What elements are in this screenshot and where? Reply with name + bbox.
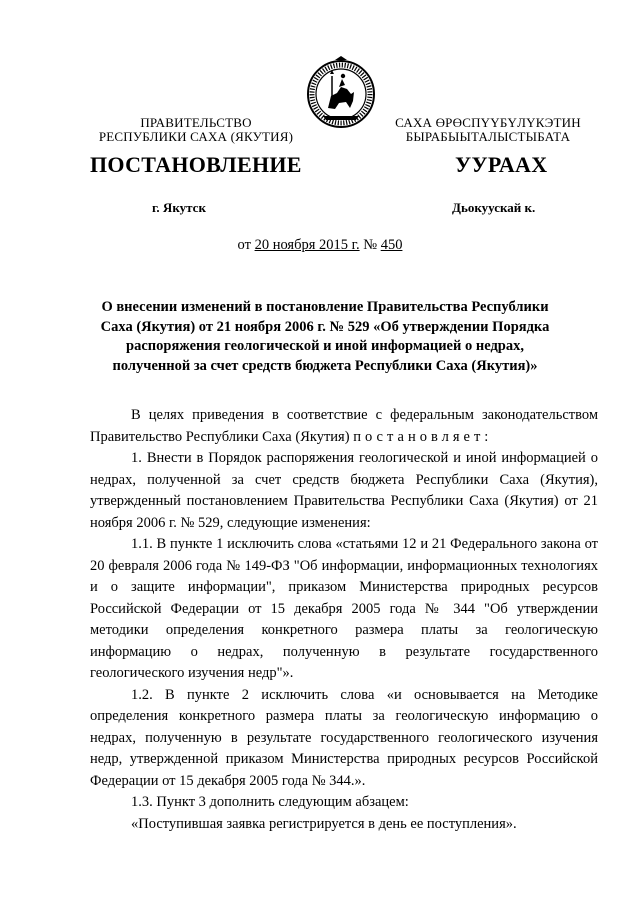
issuer-sah bbox=[388, 116, 588, 144]
quoted-paragraph: «Поступившая заявка регистрируется в день ее поступления». bbox=[131, 815, 517, 832]
issuer-sah-line1: САХА ӨРӨСПҮҮБҮЛҮКЭТИН bbox=[395, 115, 581, 130]
issuer-ru bbox=[86, 116, 306, 144]
paragraph-1-3: 1.3. Пункт 3 дополнить следующим абзацем: bbox=[131, 794, 409, 810]
date-prefix: от bbox=[237, 237, 255, 253]
intro-colon: : bbox=[484, 428, 489, 445]
document-type-ru: ПОСТАНОВЛЕНИЕ bbox=[90, 152, 302, 177]
number-sign: № bbox=[359, 237, 381, 253]
subject-line-4: полученной за счет средств бюджета Республики Саха (Якутия)» bbox=[112, 357, 538, 374]
subject-line-1: О внесении изменений в постановление Правительства Республики bbox=[101, 299, 549, 315]
issuer-sah-line2: БЫРАБЫЫТАЛЫСТЫБАТА bbox=[405, 129, 571, 144]
subject-line-2: Саха (Якутия) от 21 ноября 2006 г. № 529 «Об утверждении Порядка bbox=[100, 318, 550, 335]
city-ru: г. Якутск bbox=[152, 200, 206, 215]
subject-line-3: распоряжения геологической и иной информацией о недрах, bbox=[126, 338, 524, 354]
intro-resolves: постановляет bbox=[353, 428, 485, 445]
date-number-line bbox=[0, 237, 640, 254]
document-type-sah: УУРААХ bbox=[455, 152, 548, 177]
paragraph-1: 1. Внести в Порядок распоряжения геологической и иной информацией о недрах, полученной за счет средств бюджета Республики Саха (Якутия), утвержденный постановлением Правительства Республики Саха (Якутия) от 21 ноября 2006 г. № 529, следующие изменения: bbox=[90, 450, 598, 531]
document-subject bbox=[90, 298, 560, 376]
issuer-ru-line2: РЕСПУБЛИКИ САХА (ЯКУТИЯ) bbox=[98, 129, 294, 144]
intro-paragraph bbox=[90, 405, 598, 448]
intro-text: В целях приведения в соответствие с федеральным законодательством Правительство Республики Саха (Якутия) bbox=[90, 407, 598, 445]
coat-of-arms-seal bbox=[306, 56, 376, 134]
document-number: 450 bbox=[380, 237, 403, 253]
city-sah: Дьокуускай к. bbox=[452, 200, 536, 215]
paragraph-1-2: 1.2. В пункте 2 исключить слова «и основывается на Методике определения конкретного размера платы за геологическую информацию о недрах, полученную в результате государственного геологического изучения недр, утвержденной приказом Министерства природных ресурсов Российской Федерации от 15 декабря 2005 года № 344.». bbox=[90, 686, 598, 789]
document-body bbox=[90, 405, 598, 835]
paragraph-1-1: 1.1. В пункте 1 исключить слова «статьями 12 и 21 Федерального закона от 20 февраля 2006 года № 149-ФЗ "Об информации, информационных технологиях и о защите информации", приказом Министерства природных ресурсов Российской Федерации от 15 декабря 2005 года № 344 "Об утверждении методики определения конкретного размера платы за геологическую информацию о недрах, полученную в результате государственного геологического изучения недр"». bbox=[90, 536, 598, 681]
issuer-ru-line1: ПРАВИТЕЛЬСТВО bbox=[140, 115, 252, 130]
document-date: 20 ноября 2015 г. bbox=[254, 237, 360, 253]
